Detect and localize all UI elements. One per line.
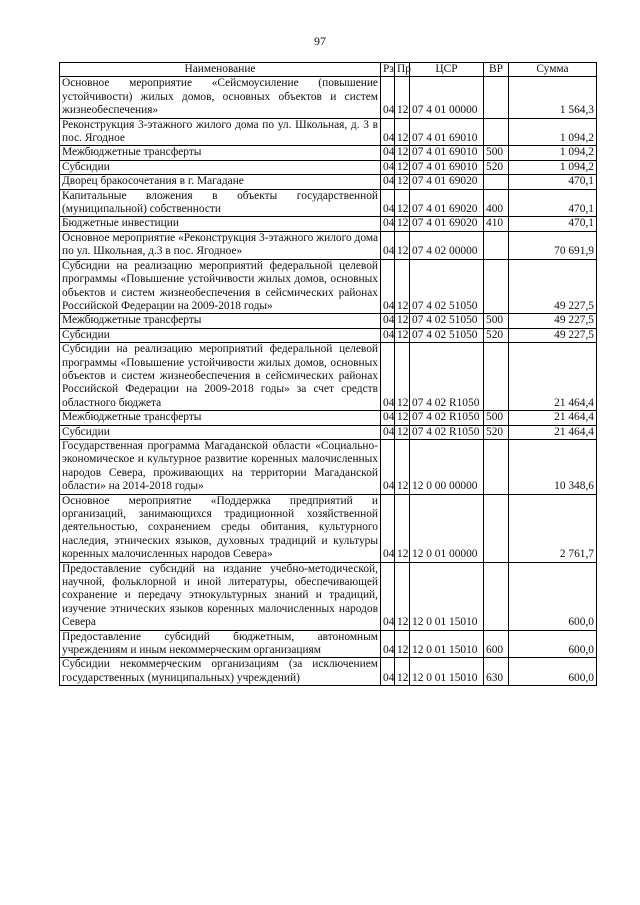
cell-csr: 07 4 02 R1050 [410, 343, 484, 411]
cell-csr: 12 0 01 00000 [410, 494, 484, 562]
table-row [60, 630, 597, 658]
table-row [60, 411, 597, 425]
cell-name: Субсидии [60, 160, 381, 174]
table-header-row [60, 63, 597, 77]
cell-pr: 12 [395, 314, 410, 328]
cell-pr: 12 [395, 77, 410, 118]
cell-sum: 49 227,5 [509, 259, 597, 314]
cell-vr: 630 [484, 658, 509, 686]
cell-csr: 12 0 01 15010 [410, 562, 484, 630]
cell-csr: 07 4 01 69010 [410, 146, 484, 160]
cell-csr: 07 4 02 51050 [410, 259, 484, 314]
cell-vr [484, 343, 509, 411]
cell-sum: 1 564,3 [509, 77, 597, 118]
cell-csr: 07 4 01 69010 [410, 160, 484, 174]
cell-name: Субсидии на реализацию мероприятий федеральной целевой программы «Повышение устойчивости жилых домов, основных объектов и систем жизнеобеспечения в сейсмических районах Российской Федерации на 2009-2018 годы» за счет средств областного бюджета [60, 343, 381, 411]
cell-vr: 410 [484, 217, 509, 231]
cell-rz: 04 [381, 425, 395, 439]
cell-name: Дворец бракосочетания в г. Магадане [60, 175, 381, 189]
cell-sum: 49 227,5 [509, 314, 597, 328]
cell-vr: 520 [484, 425, 509, 439]
cell-name: Капитальные вложения в объекты государственной (муниципальной) собственности [60, 189, 381, 217]
cell-csr: 12 0 01 15010 [410, 630, 484, 658]
cell-csr: 07 4 02 00000 [410, 231, 484, 259]
cell-sum: 1 094,2 [509, 160, 597, 174]
budget-table [59, 62, 597, 686]
cell-pr: 12 [395, 160, 410, 174]
table-row [60, 562, 597, 630]
header-csr: ЦСР [410, 63, 484, 77]
cell-pr: 12 [395, 259, 410, 314]
cell-vr: 520 [484, 160, 509, 174]
table-row [60, 160, 597, 174]
table-row [60, 343, 597, 411]
cell-csr: 07 4 01 69010 [410, 118, 484, 146]
cell-pr: 12 [395, 118, 410, 146]
cell-vr [484, 77, 509, 118]
cell-sum: 470,1 [509, 175, 597, 189]
cell-csr: 07 4 01 00000 [410, 77, 484, 118]
cell-vr: 500 [484, 314, 509, 328]
cell-vr [484, 231, 509, 259]
cell-sum: 470,1 [509, 217, 597, 231]
cell-csr: 07 4 02 R1050 [410, 425, 484, 439]
cell-name: Предоставление субсидий бюджетным, автономным учреждениям и иным некоммерческим организациям [60, 630, 381, 658]
table-row [60, 217, 597, 231]
cell-rz: 04 [381, 439, 395, 494]
table-row [60, 314, 597, 328]
cell-name: Межбюджетные трансферты [60, 146, 381, 160]
cell-csr: 07 4 01 69020 [410, 189, 484, 217]
cell-csr: 07 4 01 69020 [410, 217, 484, 231]
table-row [60, 118, 597, 146]
table-row [60, 231, 597, 259]
header-pr: Пр [395, 63, 410, 77]
cell-name: Основное мероприятие «Поддержка предприятий и организаций, занимающихся традиционной хозяйственной деятельностью, сохранением среды обитания, культурного наследия, этнических языков, духовных традиций и культуры коренных малочисленных народов Севера» [60, 494, 381, 562]
cell-vr: 500 [484, 411, 509, 425]
cell-name: Государственная программа Магаданской области «Социально-экономическое и культурное развитие коренных малочисленных народов Севера, проживающих на территории Магаданской области» на 2014-2018 годы» [60, 439, 381, 494]
table-row [60, 259, 597, 314]
cell-sum: 10 348,6 [509, 439, 597, 494]
table-row [60, 439, 597, 494]
cell-pr: 12 [395, 217, 410, 231]
cell-pr: 12 [395, 175, 410, 189]
cell-pr: 12 [395, 630, 410, 658]
cell-rz: 04 [381, 146, 395, 160]
cell-sum: 470,1 [509, 189, 597, 217]
cell-rz: 04 [381, 189, 395, 217]
cell-vr [484, 259, 509, 314]
header-vr: ВР [484, 63, 509, 77]
header-name: Наименование [60, 63, 381, 77]
cell-sum: 21 464,4 [509, 425, 597, 439]
cell-name: Субсидии [60, 328, 381, 342]
cell-pr: 12 [395, 146, 410, 160]
cell-name: Межбюджетные трансферты [60, 314, 381, 328]
cell-name: Бюджетные инвестиции [60, 217, 381, 231]
cell-pr: 12 [395, 562, 410, 630]
cell-pr: 12 [395, 231, 410, 259]
cell-rz: 04 [381, 217, 395, 231]
cell-csr: 12 0 01 15010 [410, 658, 484, 686]
cell-vr [484, 439, 509, 494]
cell-sum: 70 691,9 [509, 231, 597, 259]
cell-rz: 04 [381, 343, 395, 411]
cell-pr: 12 [395, 439, 410, 494]
cell-pr: 12 [395, 189, 410, 217]
cell-pr: 12 [395, 411, 410, 425]
cell-vr [484, 494, 509, 562]
cell-vr: 520 [484, 328, 509, 342]
cell-pr: 12 [395, 494, 410, 562]
cell-pr: 12 [395, 328, 410, 342]
table-row [60, 189, 597, 217]
header-rz: Рз [381, 63, 395, 77]
cell-rz: 04 [381, 630, 395, 658]
cell-name: Предоставление субсидий на издание учебно-методической, научной, фольклорной и иной литературы, обеспечивающей сохранение и передачу этнокультурных знаний и традиций, изучение этнических языков коренных малочисленных народов Севера [60, 562, 381, 630]
cell-rz: 04 [381, 160, 395, 174]
cell-pr: 12 [395, 343, 410, 411]
cell-name: Реконструкция 3-этажного жилого дома по ул. Школьная, д. 3 в пос. Ягодное [60, 118, 381, 146]
cell-rz: 04 [381, 328, 395, 342]
cell-csr: 07 4 02 R1050 [410, 411, 484, 425]
cell-rz: 04 [381, 118, 395, 146]
cell-sum: 1 094,2 [509, 146, 597, 160]
cell-name: Субсидии [60, 425, 381, 439]
cell-rz: 04 [381, 77, 395, 118]
cell-rz: 04 [381, 259, 395, 314]
cell-pr: 12 [395, 425, 410, 439]
cell-rz: 04 [381, 562, 395, 630]
cell-sum: 600,0 [509, 562, 597, 630]
cell-sum: 21 464,4 [509, 343, 597, 411]
cell-csr: 12 0 00 00000 [410, 439, 484, 494]
cell-sum: 21 464,4 [509, 411, 597, 425]
table-row [60, 658, 597, 686]
cell-sum: 49 227,5 [509, 328, 597, 342]
cell-rz: 04 [381, 314, 395, 328]
cell-csr: 07 4 02 51050 [410, 314, 484, 328]
cell-sum: 600,0 [509, 630, 597, 658]
cell-csr: 07 4 02 51050 [410, 328, 484, 342]
table-row [60, 146, 597, 160]
cell-rz: 04 [381, 658, 395, 686]
table-row [60, 494, 597, 562]
cell-rz: 04 [381, 494, 395, 562]
cell-csr: 07 4 01 69020 [410, 175, 484, 189]
header-sum: Сумма [509, 63, 597, 77]
cell-rz: 04 [381, 411, 395, 425]
cell-name: Субсидии на реализацию мероприятий федеральной целевой программы «Повышение устойчивости жилых домов, основных объектов и систем жизнеобеспечения в сейсмических районах Российской Федерации на 2009-2018 годы» [60, 259, 381, 314]
cell-name: Межбюджетные трансферты [60, 411, 381, 425]
cell-sum: 1 094,2 [509, 118, 597, 146]
cell-name: Основное мероприятие «Сейсмоусиление (повышение устойчивости) жилых домов, основных объектов и систем жизнеобеспечения» [60, 77, 381, 118]
cell-vr [484, 175, 509, 189]
cell-name: Субсидии некоммерческим организациям (за исключением государственных (муниципальных) учреждений) [60, 658, 381, 686]
cell-sum: 2 761,7 [509, 494, 597, 562]
cell-vr [484, 562, 509, 630]
table-row [60, 425, 597, 439]
cell-rz: 04 [381, 175, 395, 189]
cell-rz: 04 [381, 231, 395, 259]
cell-sum: 600,0 [509, 658, 597, 686]
cell-vr: 500 [484, 146, 509, 160]
cell-vr: 600 [484, 630, 509, 658]
cell-name: Основное мероприятие «Реконструкция 3-этажного жилого дома по ул. Школьная, д.3 в пос. Ягодное» [60, 231, 381, 259]
table-row [60, 328, 597, 342]
table-row [60, 175, 597, 189]
table-row [60, 77, 597, 118]
cell-vr [484, 118, 509, 146]
cell-vr: 400 [484, 189, 509, 217]
page-number: 97 [314, 34, 326, 48]
cell-pr: 12 [395, 658, 410, 686]
